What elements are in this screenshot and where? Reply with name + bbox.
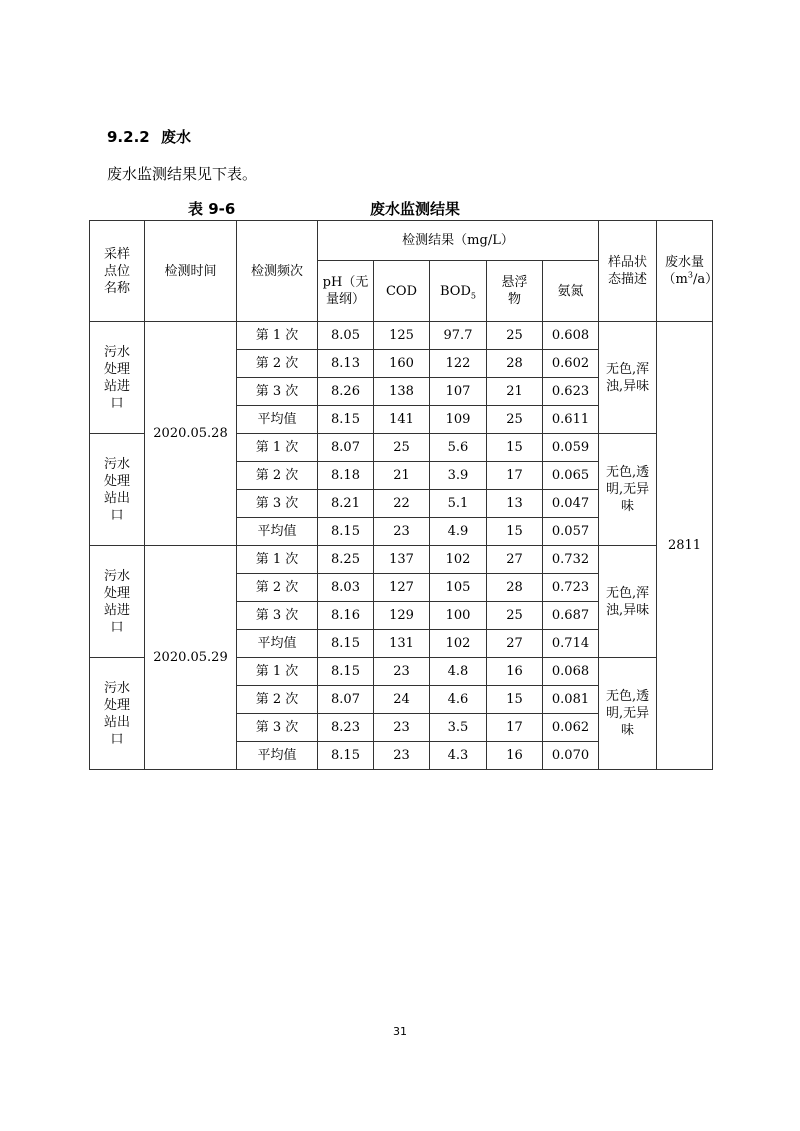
cell-bod5: 102 [430,546,487,574]
cell-bod5: 105 [430,574,487,602]
cell-cod: 23 [374,742,430,770]
cell-suspended-solids: 17 [487,714,543,742]
cell-ph: 8.25 [318,546,374,574]
cell-ammonia-nitrogen: 0.723 [543,574,599,602]
page-number: 31 [393,1025,407,1038]
cell-ph: 8.07 [318,434,374,462]
cell-frequency: 第 3 次 [237,602,318,630]
cell-ammonia-nitrogen: 0.623 [543,378,599,406]
cell-suspended-solids: 25 [487,406,543,434]
cell-bod5: 4.9 [430,518,487,546]
cell-bod5: 3.5 [430,714,487,742]
cell-frequency: 第 1 次 [237,434,318,462]
cell-cod: 125 [374,322,430,350]
cell-cod: 141 [374,406,430,434]
header-suspended-solids: 悬浮物 [487,261,543,322]
cell-bod5: 4.6 [430,686,487,714]
cell-cod: 138 [374,378,430,406]
cell-ph: 8.18 [318,462,374,490]
cell-suspended-solids: 15 [487,518,543,546]
cell-sample-description: 无色,浑浊,异味 [599,546,657,658]
cell-suspended-solids: 15 [487,434,543,462]
cell-suspended-solids: 16 [487,658,543,686]
table-row [90,546,713,574]
cell-ammonia-nitrogen: 0.059 [543,434,599,462]
cell-bod5: 5.6 [430,434,487,462]
cell-bod5: 102 [430,630,487,658]
cell-ph: 8.21 [318,490,374,518]
cell-cod: 22 [374,490,430,518]
cell-frequency: 第 3 次 [237,490,318,518]
header-results-group: 检测结果（mg/L） [318,221,599,261]
cell-cod: 127 [374,574,430,602]
section-title: 废水 [160,128,191,146]
wastewater-results-table [89,220,719,770]
cell-bod5: 3.9 [430,462,487,490]
cell-suspended-solids: 27 [487,630,543,658]
header-date: 检测时间 [145,221,237,322]
cell-ammonia-nitrogen: 0.687 [543,602,599,630]
header-site: 采样点位名称 [90,221,145,322]
cell-suspended-solids: 25 [487,602,543,630]
header-bod5: $BOD_5$ [430,261,487,322]
cell-frequency: 第 2 次 [237,686,318,714]
cell-frequency: 平均值 [237,406,318,434]
cell-suspended-solids: 16 [487,742,543,770]
cell-frequency: 第 2 次 [237,574,318,602]
cell-suspended-solids: 28 [487,574,543,602]
cell-bod5: 97.7 [430,322,487,350]
cell-ph: 8.03 [318,574,374,602]
cell-bod5: 109 [430,406,487,434]
cell-ph: 8.13 [318,350,374,378]
cell-frequency: 平均值 [237,742,318,770]
cell-sample-description: 无色,浑浊,异味 [599,322,657,434]
cell-cod: 137 [374,546,430,574]
cell-bod5: 100 [430,602,487,630]
cell-cod: 23 [374,518,430,546]
cell-ph: 8.05 [318,322,374,350]
cell-frequency: 第 1 次 [237,322,318,350]
cell-ph: 8.07 [318,686,374,714]
cell-ammonia-nitrogen: 0.611 [543,406,599,434]
section-number: 9.2.2 [107,128,150,146]
cell-frequency: 第 2 次 [237,462,318,490]
cell-date: 2020.05.28 [145,322,237,546]
cell-ph: 8.16 [318,602,374,630]
cell-ph: 8.15 [318,630,374,658]
cell-frequency: 第 1 次 [237,546,318,574]
header-cod: COD [374,261,430,322]
cell-cod: 23 [374,714,430,742]
cell-ph: 8.26 [318,378,374,406]
cell-suspended-solids: 25 [487,322,543,350]
table-caption-number: 表 9-6 [188,200,236,218]
cell-ph: 8.15 [318,518,374,546]
cell-suspended-solids: 27 [487,546,543,574]
cell-site: 污水处理站出口 [90,658,145,770]
header-ph: pH（无量纲） [318,261,374,322]
cell-ammonia-nitrogen: 0.608 [543,322,599,350]
cell-suspended-solids: 13 [487,490,543,518]
cell-frequency: 第 3 次 [237,714,318,742]
cell-site: 污水处理站进口 [90,322,145,434]
cell-wastewater-volume: 2811 [657,322,713,770]
cell-ph: 8.15 [318,742,374,770]
table-row [90,322,713,350]
cell-ph: 8.23 [318,714,374,742]
header-ammonia-nitrogen: 氨氮 [543,261,599,322]
cell-bod5: 5.1 [430,490,487,518]
cell-ammonia-nitrogen: 0.047 [543,490,599,518]
header-sample-description: 样品状态描述 [599,221,657,322]
header-frequency: 检测频次 [237,221,318,322]
section-heading [107,126,191,147]
cell-bod5: 107 [430,378,487,406]
cell-frequency: 平均值 [237,518,318,546]
cell-ammonia-nitrogen: 0.057 [543,518,599,546]
intro-paragraph: 废水监测结果见下表。 [107,165,258,183]
cell-frequency: 第 1 次 [237,658,318,686]
header-volume: 废水量$(m^3/a)$ [657,221,713,322]
cell-cod: 160 [374,350,430,378]
cell-suspended-solids: 15 [487,686,543,714]
cell-ph: 8.15 [318,406,374,434]
cell-ammonia-nitrogen: 0.068 [543,658,599,686]
cell-ammonia-nitrogen: 0.732 [543,546,599,574]
cell-cod: 21 [374,462,430,490]
cell-ammonia-nitrogen: 0.714 [543,630,599,658]
cell-cod: 24 [374,686,430,714]
cell-ammonia-nitrogen: 0.070 [543,742,599,770]
cell-frequency: 第 2 次 [237,350,318,378]
cell-sample-description: 无色,透明,无异味 [599,658,657,770]
cell-ph: 8.15 [318,658,374,686]
cell-site: 污水处理站出口 [90,434,145,546]
cell-date: 2020.05.29 [145,546,237,770]
cell-bod5: 122 [430,350,487,378]
cell-cod: 23 [374,658,430,686]
cell-suspended-solids: 21 [487,378,543,406]
cell-cod: 129 [374,602,430,630]
cell-sample-description: 无色,透明,无异味 [599,434,657,546]
cell-frequency: 第 3 次 [237,378,318,406]
cell-frequency: 平均值 [237,630,318,658]
cell-bod5: 4.8 [430,658,487,686]
cell-cod: 131 [374,630,430,658]
cell-suspended-solids: 17 [487,462,543,490]
cell-cod: 25 [374,434,430,462]
table-caption-title: 废水监测结果 [370,200,461,218]
cell-site: 污水处理站进口 [90,546,145,658]
cell-suspended-solids: 28 [487,350,543,378]
cell-ammonia-nitrogen: 0.065 [543,462,599,490]
cell-bod5: 4.3 [430,742,487,770]
cell-ammonia-nitrogen: 0.081 [543,686,599,714]
cell-ammonia-nitrogen: 0.602 [543,350,599,378]
cell-ammonia-nitrogen: 0.062 [543,714,599,742]
